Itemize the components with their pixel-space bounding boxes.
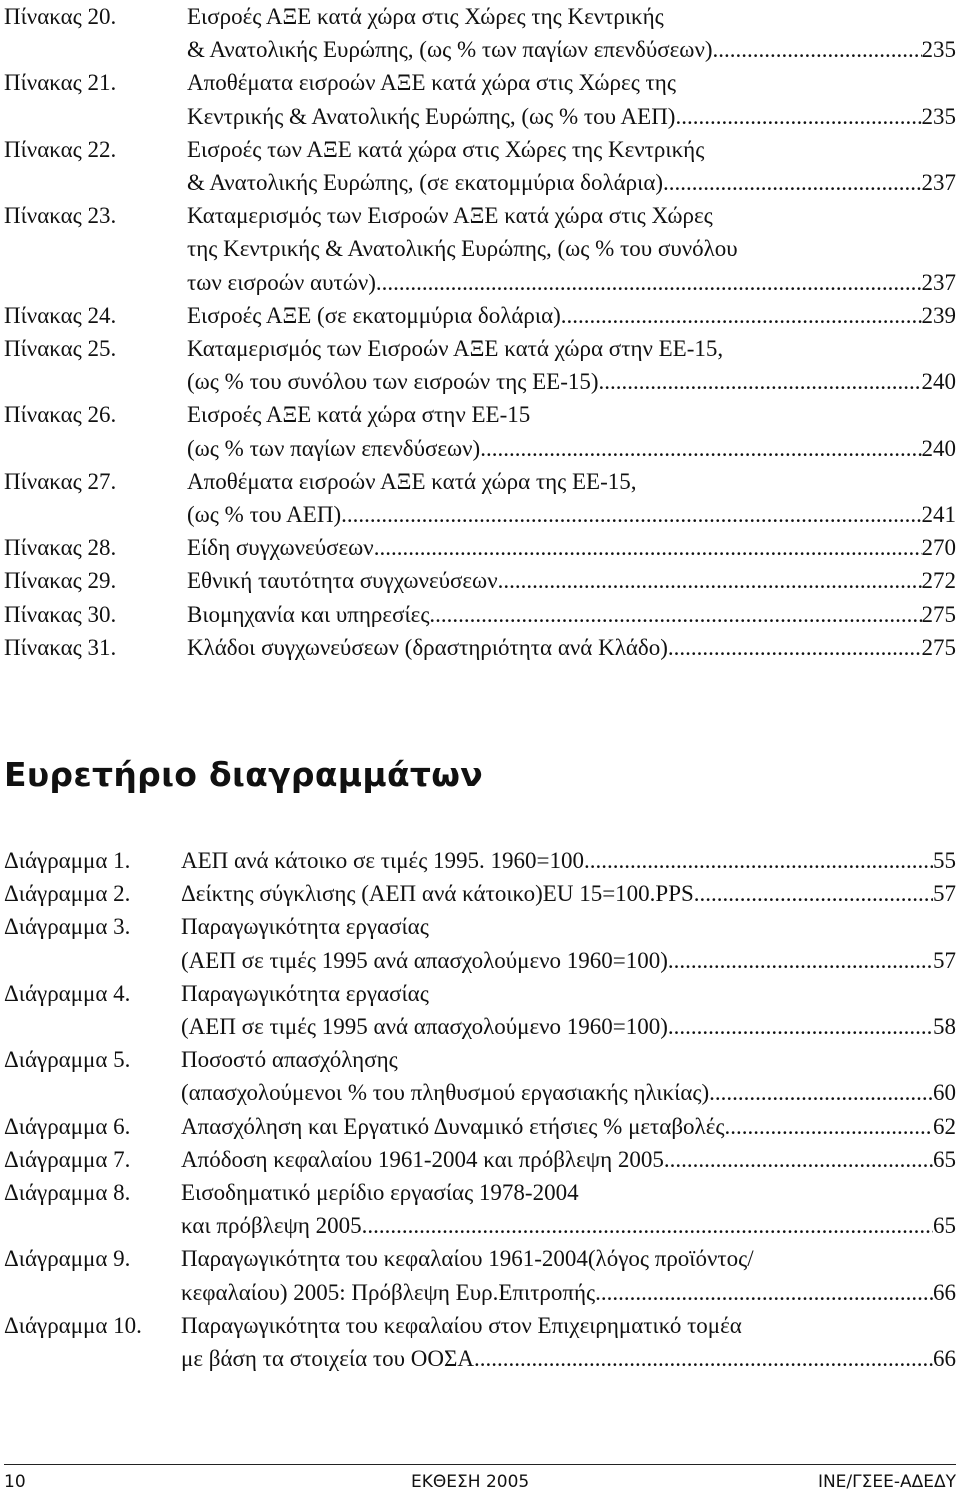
entry-title [181, 977, 956, 1043]
entry-page-number: 237 [921, 170, 956, 196]
dot-leader [668, 1010, 933, 1043]
entry-title [181, 1043, 956, 1109]
entry-title [187, 631, 956, 664]
footer-page-number: 10 [4, 1472, 26, 1492]
entry-title-line: Είδη συγχωνεύσεων [187, 535, 374, 561]
entry-label: Πίνακας 23. [4, 203, 117, 229]
entry-title [181, 1309, 956, 1375]
entry-title-line: και πρόβλεψη 2005 [181, 1213, 362, 1239]
chart-entry[interactable] [4, 977, 956, 1043]
entry-label: Πίνακας 21. [4, 70, 117, 96]
chart-entry[interactable] [4, 1110, 956, 1143]
chart-entry[interactable] [4, 910, 956, 976]
entry-title [187, 598, 956, 631]
entry-page-number: 275 [921, 601, 956, 627]
entry-title [181, 1143, 956, 1176]
dot-leader [595, 1276, 933, 1309]
entry-title-line: & Ανατολικής Ευρώπης, (σε εκατομμύρια δολάρια) [187, 170, 664, 196]
entry-title-line: ΑΕΠ ανά κάτοικο σε τιμές 1995. 1960=100 [181, 848, 585, 873]
entry-label: Διάγραμμα 9. [4, 1246, 131, 1272]
entry-title-line: Παραγωγικότητα του κεφαλαίου στον Επιχειρηματικό τομέα [181, 1312, 742, 1338]
dot-leader [429, 598, 921, 631]
entry-label: Διάγραμμα 10. [4, 1312, 142, 1338]
entry-title [187, 199, 956, 299]
entry-title [181, 877, 956, 910]
entry-label: Πίνακας 22. [4, 136, 117, 162]
entry-label: Διάγραμμα 2. [4, 881, 131, 907]
entry-label: Διάγραμμα 7. [4, 1146, 131, 1172]
chart-entry[interactable] [4, 1309, 956, 1375]
entry-title-line: Κλάδοι συγχωνεύσεων (δραστηριότητα ανά Κλάδο) [187, 634, 668, 660]
dot-leader [668, 944, 933, 977]
dot-leader [599, 365, 922, 398]
entry-title [187, 66, 956, 132]
dot-leader [664, 1143, 933, 1176]
dot-leader [341, 498, 921, 531]
entry-title-line: (απασχολούμενοι % του πληθυσμού εργασιακής ηλικίας) [181, 1080, 710, 1106]
entry-title-line: Αποθέματα εισροών ΑΞΕ κατά χώρα της ΕΕ-15, [187, 468, 637, 494]
entry-title-line: Εισροές ΑΞΕ κατά χώρα στην ΕΕ-15 [187, 402, 531, 428]
entry-title-line: Βιομηχανία και υπηρεσίες [187, 601, 430, 627]
entry-label: Διάγραμμα 3. [4, 914, 131, 940]
entry-page-number: 237 [921, 269, 956, 295]
footer-report-title: ΕΚΘΕΣΗ 2005 [411, 1472, 530, 1492]
table-entry[interactable] [4, 564, 956, 597]
entry-title [187, 0, 956, 66]
entry-label: Διάγραμμα 5. [4, 1047, 131, 1073]
entry-page-number: 66 [933, 1346, 956, 1372]
table-entry[interactable] [4, 465, 956, 531]
entry-title-line: με βάση τα στοιχεία του ΟΟΣΑ [181, 1346, 474, 1372]
entry-title-line: Παραγωγικότητα του κεφαλαίου 1961-2004(λόγος προϊόντος/ [181, 1246, 754, 1272]
table-entry[interactable] [4, 66, 956, 132]
entry-page-number: 240 [921, 369, 956, 395]
chart-entry[interactable] [4, 877, 956, 910]
entry-label: Πίνακας 26. [4, 402, 117, 428]
table-entry[interactable] [4, 299, 956, 332]
chart-entry[interactable] [4, 844, 956, 877]
table-entry[interactable] [4, 531, 956, 564]
entry-page-number: 55 [933, 848, 956, 873]
dot-leader [713, 33, 922, 66]
table-entry[interactable] [4, 631, 956, 664]
tables-index [4, 0, 956, 664]
entry-page-number: 240 [921, 435, 956, 461]
entry-title-line: Εισοδηματικό μερίδιο εργασίας 1978-2004 [181, 1180, 579, 1206]
entry-label: Διάγραμμα 6. [4, 1113, 131, 1139]
dot-leader [694, 877, 933, 910]
entry-title [181, 1176, 956, 1242]
entry-title [187, 332, 956, 398]
entry-title-line: Καταμερισμός των Εισροών ΑΞΕ κατά χώρα στην ΕΕ-15, [187, 336, 724, 362]
entry-title-line: Δείκτης σύγκλισης (ΑΕΠ ανά κάτοικο)EU 15=100.PPS [181, 881, 694, 907]
table-entry[interactable] [4, 398, 956, 464]
entry-label: Διάγραμμα 1. [4, 848, 131, 873]
footer-rule [4, 1464, 956, 1465]
chart-entry[interactable] [4, 1043, 956, 1109]
entry-title-line: των εισροών αυτών) [187, 269, 376, 295]
table-entry[interactable] [4, 598, 956, 631]
entry-title-line: Παραγωγικότητα εργασίας [181, 980, 429, 1006]
entry-page-number: 62 [933, 1113, 956, 1139]
entry-title-line: (ως % του ΑΕΠ) [187, 502, 342, 528]
entry-title-line: Εισροές των ΑΞΕ κατά χώρα στις Χώρες της Κεντρικής [187, 136, 705, 162]
entry-page-number: 275 [921, 634, 956, 660]
footer-publisher: ΙΝΕ/ΓΣΕΕ-ΑΔΕΔΥ [817, 1472, 956, 1492]
entry-label: Πίνακας 27. [4, 468, 117, 494]
dot-leader [498, 564, 922, 597]
entry-title-line: Απασχόληση και Εργατικό Δυναμικό ετήσιες % μεταβολές [181, 1113, 725, 1139]
entry-title [181, 910, 956, 976]
entry-label: Πίνακας 29. [4, 568, 117, 594]
entry-label: Πίνακας 28. [4, 535, 117, 561]
entry-label: Πίνακας 20. [4, 4, 117, 29]
entry-page-number: 57 [933, 947, 956, 973]
entry-title-line: Απόδοση κεφαλαίου 1961-2004 και πρόβλεψη 2005 [181, 1146, 664, 1172]
entry-page-number: 239 [921, 302, 956, 328]
entry-title-line: Αποθέματα εισροών ΑΞΕ κατά χώρα στις Χώρες της [187, 70, 676, 96]
dot-leader [561, 299, 922, 332]
entry-title [187, 465, 956, 531]
entry-title-line: (ΑΕΠ σε τιμές 1995 ανά απασχολούμενο 1960=100) [181, 947, 668, 973]
entry-title-line: Παραγωγικότητα εργασίας [181, 914, 429, 940]
charts-index [4, 844, 956, 1375]
entry-label: Διάγραμμα 8. [4, 1180, 131, 1206]
entry-title-line: Εθνική ταυτότητα συγχωνεύσεων [187, 568, 498, 594]
entry-title-line: (ως % του συνόλου των εισροών της ΕΕ-15) [187, 369, 599, 395]
entry-title-line: (ως % των παγίων επενδύσεων) [187, 435, 481, 461]
charts-index-title: Ευρετήριο διαγραμμάτων [4, 755, 484, 794]
dot-leader [724, 1110, 933, 1143]
table-entry[interactable] [4, 332, 956, 398]
dot-leader [584, 844, 933, 877]
entry-label: Πίνακας 25. [4, 336, 117, 362]
entry-page-number: 235 [921, 103, 956, 129]
entry-title-line: Καταμερισμός των Εισροών ΑΞΕ κατά χώρα στις Χώρες [187, 203, 713, 229]
chart-entry[interactable] [4, 1176, 956, 1242]
dot-leader [709, 1076, 933, 1109]
chart-entry[interactable] [4, 1143, 956, 1176]
dot-leader [668, 631, 922, 664]
entry-title [181, 1242, 956, 1308]
entry-page-number: 270 [921, 535, 956, 561]
entry-title [187, 564, 956, 597]
entry-page-number: 60 [933, 1080, 956, 1106]
entry-title-line: κεφαλαίου) 2005: Πρόβλεψη Ευρ.Επιτροπής [181, 1279, 596, 1305]
dot-leader [675, 100, 921, 133]
entry-label: Πίνακας 30. [4, 601, 117, 627]
entry-title [187, 531, 956, 564]
dot-leader [374, 531, 922, 564]
dot-leader [376, 266, 922, 299]
entry-title-line: Εισροές ΑΞΕ (σε εκατομμύρια δολάρια) [187, 302, 561, 328]
entry-page-number: 272 [921, 568, 956, 594]
entry-title [187, 398, 956, 464]
entry-page-number: 65 [933, 1146, 956, 1172]
entry-title-line: & Ανατολικής Ευρώπης, (ως % των παγίων επενδύσεων) [187, 37, 713, 63]
entry-page-number: 57 [933, 881, 956, 907]
dot-leader [474, 1342, 933, 1375]
entry-title-line: (ΑΕΠ σε τιμές 1995 ανά απασχολούμενο 1960=100) [181, 1014, 668, 1040]
entry-label: Πίνακας 31. [4, 634, 117, 660]
dot-leader [663, 166, 921, 199]
entry-title-line: Ποσοστό απασχόλησης [181, 1047, 398, 1073]
dot-leader [362, 1209, 933, 1242]
entry-page-number: 65 [933, 1213, 956, 1239]
entry-title-line: της Κεντρικής & Ανατολικής Ευρώπης, (ως % του συνόλου [187, 236, 738, 262]
entry-title [181, 1110, 956, 1143]
table-entry[interactable] [4, 133, 956, 199]
entry-page-number: 241 [921, 502, 956, 528]
entry-title-line: Εισροές ΑΞΕ κατά χώρα στις Χώρες της Κεντρικής [187, 4, 664, 29]
entry-title [187, 299, 956, 332]
table-entry[interactable] [4, 0, 956, 66]
entry-page-number: 66 [933, 1279, 956, 1305]
entry-label: Πίνακας 24. [4, 302, 117, 328]
entry-label: Διάγραμμα 4. [4, 980, 131, 1006]
dot-leader [480, 432, 921, 465]
entry-page-number: 58 [933, 1014, 956, 1040]
entry-title [181, 844, 956, 877]
entry-title [187, 133, 956, 199]
entry-title-line: Κεντρικής & Ανατολικής Ευρώπης, (ως % του ΑΕΠ) [187, 103, 676, 129]
entry-page-number: 235 [921, 37, 956, 63]
table-entry[interactable] [4, 199, 956, 299]
chart-entry[interactable] [4, 1242, 956, 1308]
